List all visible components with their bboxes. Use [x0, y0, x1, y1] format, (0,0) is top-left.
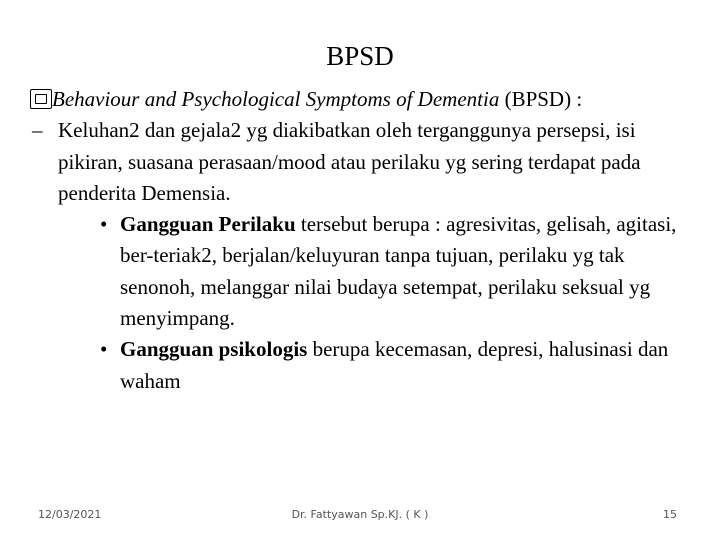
- dash-marker: –: [32, 118, 43, 143]
- sub-bullet-body: berupa kecemasan, depresi, halusinasi dan waham: [120, 337, 669, 393]
- bullet-dot-icon: •: [100, 337, 108, 362]
- footer-author: Dr. Fattyawan Sp.KJ. ( K ): [291, 508, 429, 521]
- sub-bullet-heading: Gangguan psikologis: [120, 337, 308, 362]
- sub-bullet-psychological: [100, 334, 700, 397]
- definition-text: [52, 84, 700, 115]
- footer-page-number: 15: [663, 508, 677, 521]
- footer-date: 12/03/2021: [38, 508, 102, 521]
- slide-content: [30, 84, 700, 397]
- sub-bullet-body: tersebut berupa : agresivitas, gelisah, agitasi, ber-teriak2, berjalan/keluyuran tanpa tujuan, perilaku yg tak senonoh, melanggar nilai budaya setempat, perilaku seksual yg menyimpang.: [120, 212, 677, 331]
- bullet-dot-icon: •: [100, 212, 108, 237]
- description-text: Keluhan2 dan gejala2 yg diakibatkan oleh terganggunya persepsi, isi pikiran, suasana perasaan/mood atau perilaku yg sering terdapat pada penderita Demensia.: [58, 118, 641, 205]
- bullet-box-icon: [30, 89, 52, 109]
- sub-bullet-text: [120, 209, 700, 334]
- description-bullet: [32, 115, 700, 209]
- definition-term: Behaviour and Psychological Symptoms of Dementia: [52, 87, 500, 111]
- sub-bullet-behaviour: [100, 209, 700, 334]
- slide-title: BPSD: [326, 41, 394, 71]
- definition-suffix: (BPSD) :: [499, 87, 583, 111]
- definition-bullet: [30, 84, 700, 115]
- sub-bullet-heading: Gangguan Perilaku: [120, 212, 296, 237]
- sub-bullet-text: [120, 334, 700, 397]
